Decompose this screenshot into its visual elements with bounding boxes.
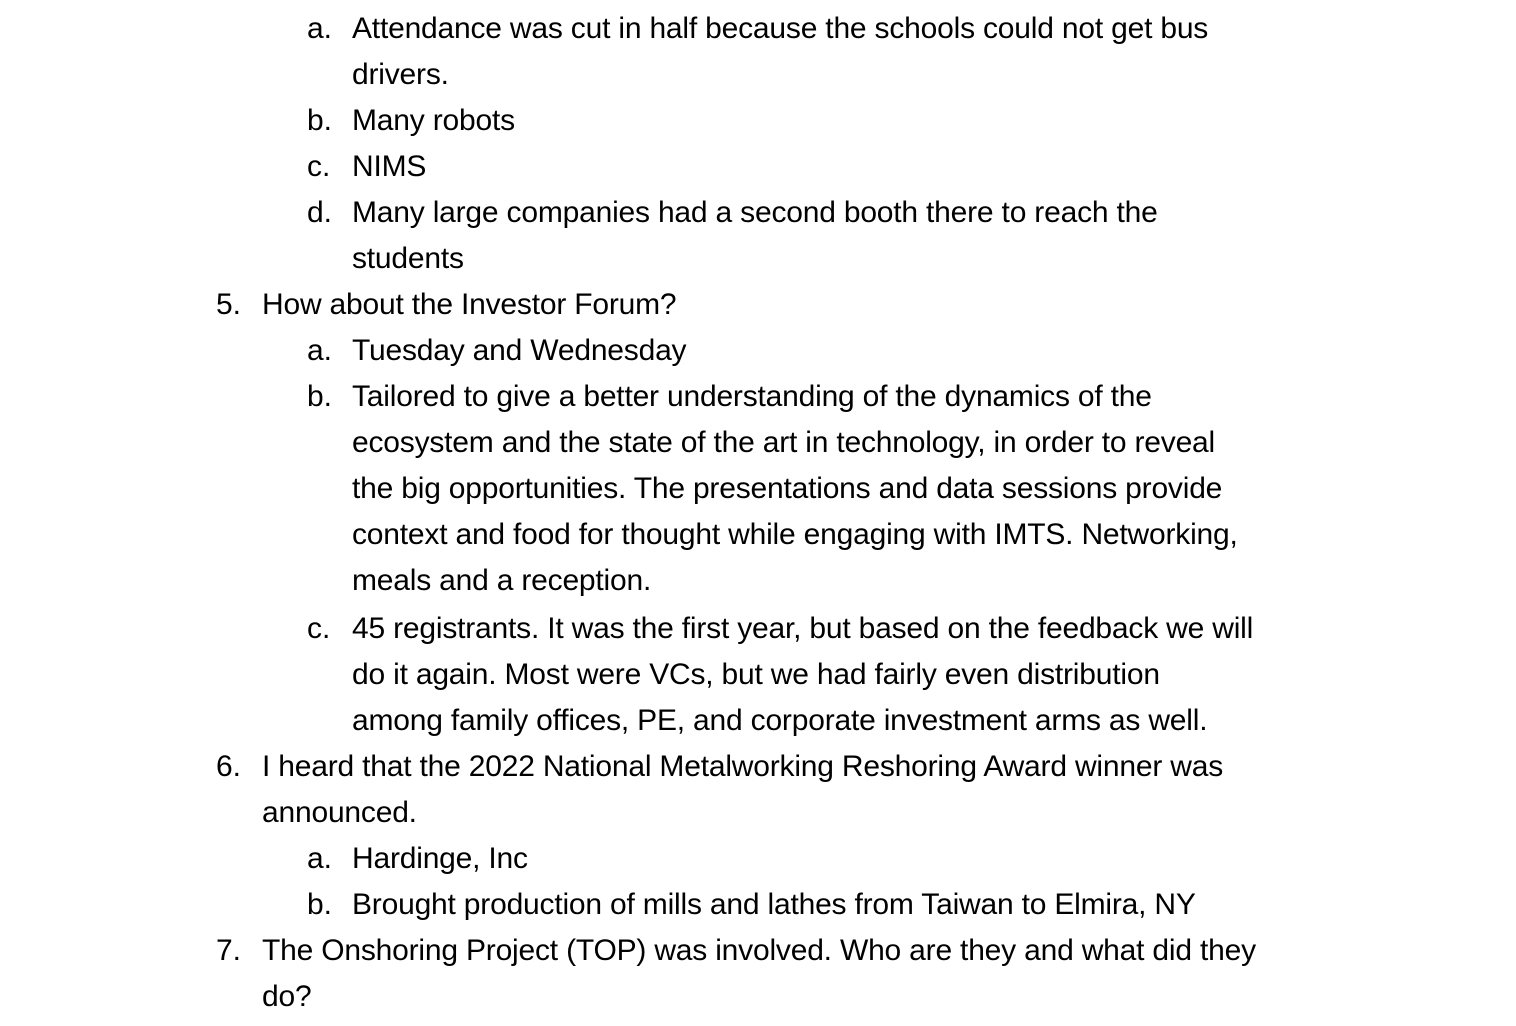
sub-item-marker: a. [307,842,333,875]
sub-item-marker: b. [307,380,333,413]
sub-item-text: NIMS [352,150,427,183]
sub-item-text: ecosystem and the state of the art in technology, in order to reveal [352,426,1216,459]
sub-item-text: context and food for thought while engaging with IMTS. Networking, [352,518,1238,551]
sub-item-marker: b. [307,104,333,137]
list-item-text: do? [262,980,312,1013]
list-item-text: I heard that the 2022 National Metalworking Reshoring Award winner was [262,750,1224,783]
sub-item-text: 45 registrants. It was the first year, but based on the feedback we will [352,612,1254,645]
sub-item-text: Brought production of mills and lathes from Taiwan to Elmira, NY [352,888,1196,921]
sub-item-text: Hardinge, Inc [352,842,528,875]
sub-item-text: Many robots [352,104,515,137]
sub-item-text: Attendance was cut in half because the schools could not get bus [352,12,1209,45]
sub-item-marker: c. [307,612,331,645]
list-item-text: How about the Investor Forum? [262,288,677,321]
sub-item-text: Many large companies had a second booth there to reach the [352,196,1158,229]
sub-item-marker: b. [307,888,333,921]
sub-item-text: the big opportunities. The presentations and data sessions provide [352,472,1223,505]
list-item-marker: 6. [216,750,242,783]
sub-item-text: drivers. [352,58,449,91]
sub-item-marker: d. [307,196,333,229]
sub-item-text: students [352,242,464,275]
list-item-text: The Onshoring Project (TOP) was involved. Who are they and what did they [262,934,1256,967]
list-item-text: announced. [262,796,417,829]
sub-item-text: Tailored to give a better understanding of the dynamics of the [352,380,1152,413]
list-item-marker: 7. [216,934,242,967]
sub-item-text: meals and a reception. [352,564,652,597]
sub-item-text: among family offices, PE, and corporate investment arms as well. [352,704,1208,737]
sub-item-text: Tuesday and Wednesday [352,334,687,367]
list-item-marker: 5. [216,288,242,321]
sub-item-text: do it again. Most were VCs, but we had fairly even distribution [352,658,1160,691]
sub-item-marker: a. [307,12,333,45]
sub-item-marker: c. [307,150,331,183]
sub-item-marker: a. [307,334,333,367]
